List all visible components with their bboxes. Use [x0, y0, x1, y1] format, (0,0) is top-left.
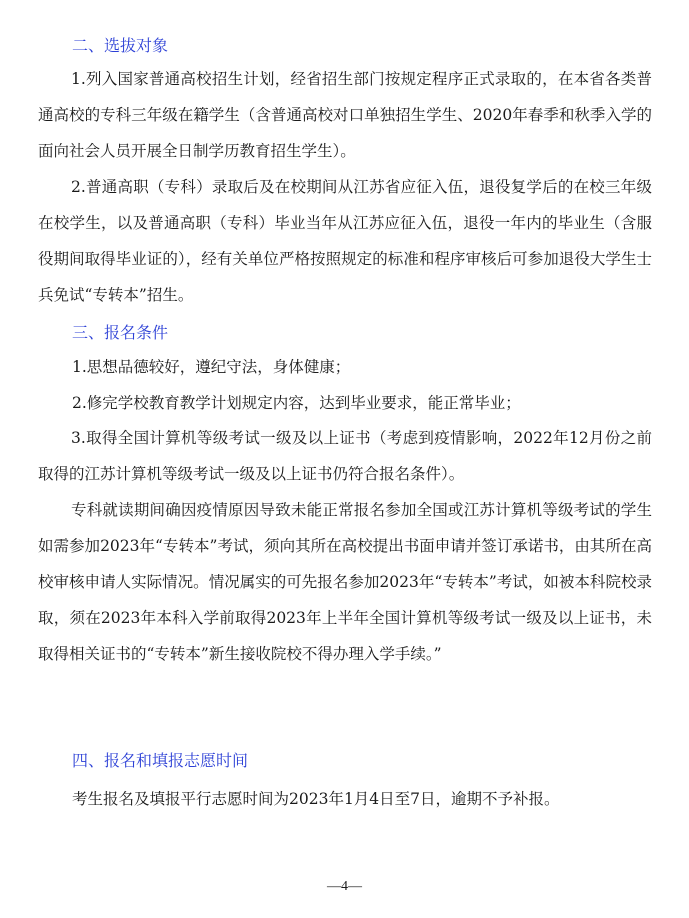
paragraph-selection-item-1: 1.列入国家普通高校招生计划，经省招生部门按规定程序正式录取的，在本省各类普通高校的专科三年级在籍学生（含普通高校对口单独招生学生、2020年春季和秋季入学的面向社会人员开展全日制学历教育招生学生）。 [38, 70, 652, 160]
section-heading-selection-target: 二、选拔对象 [72, 36, 169, 55]
page-number: —4— [327, 879, 362, 894]
condition-item-1: 1.思想品德较好，遵纪守法，身体健康； [72, 358, 351, 376]
paragraph-condition-item-3: 3.取得全国计算机等级考试一级及以上证书（考虑到疫情影响，2022年12月份之前取得的江苏计算机等级考试一级及以上证书仍符合报名条件）。 [38, 429, 652, 483]
section-heading-registration-conditions: 三、报名条件 [72, 323, 169, 342]
section-heading-registration-time: 四、报名和填报志愿时间 [72, 751, 249, 770]
paragraph-selection-item-2: 2.普通高职（专科）录取后及在校期间从江苏省应征入伍，退役复学后的在校三年级在校学生，以及普通高职（专科）毕业当年从江苏应征入伍，退役一年内的毕业生（含服役期间取得毕业证的），经有关单位严格按照规定的标准和程序审核后可参加退役大学生士兵免试“专转本”招生。 [38, 178, 652, 304]
condition-item-2: 2.修完学校教育教学计划规定内容，达到毕业要求，能正常毕业； [72, 394, 521, 412]
registration-time-text: 考生报名及填报平行志愿时间为2023年1月4日至7日，逾期不予补报。 [72, 790, 560, 808]
paragraph-pandemic-exception: 专科就读期间确因疫情原因导致未能正常报名参加全国或江苏计算机等级考试的学生如需参加2023年“专转本”考试，须向其所在高校提出书面申请并签订承诺书，由其所在高校审核申请人实际情况。情况属实的可先报名参加2023年“专转本”考试，如被本科院校录取，须在2023年本科入学前取得2023年上半年全国计算机等级考试一级及以上证书，未取得相关证书的“专转本”新生接收院校不得办理入学手续。” [38, 501, 652, 663]
